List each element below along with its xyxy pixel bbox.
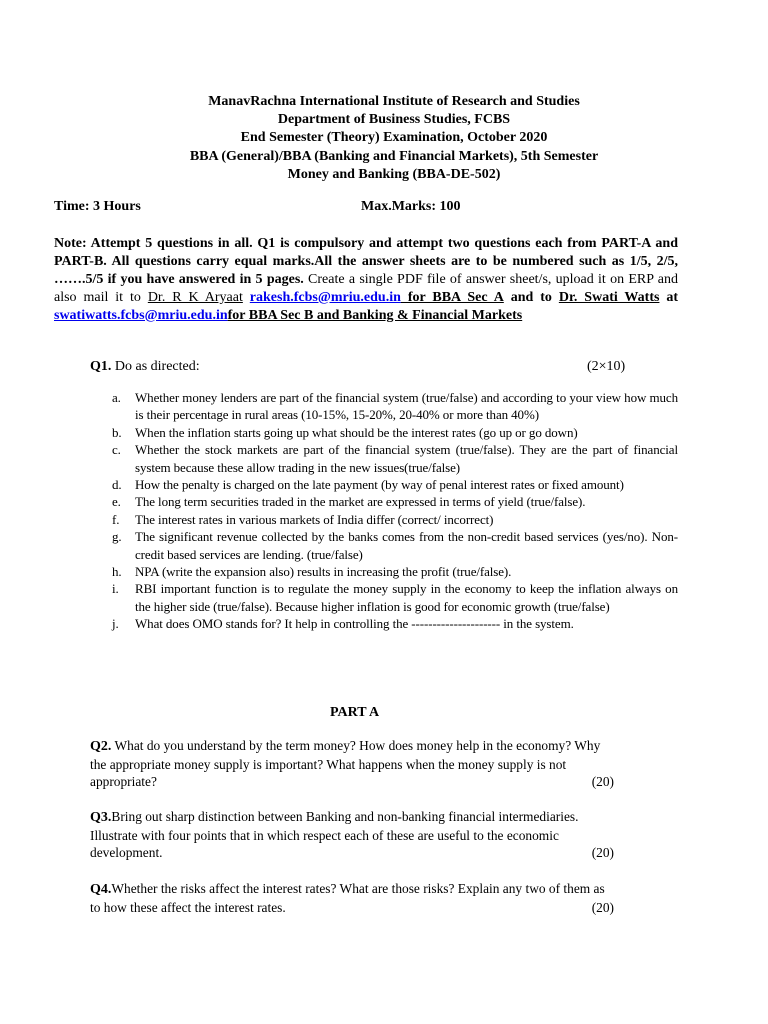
section-b-text: for BBA Sec B and Banking & Financial Markets (227, 307, 523, 323)
instructions-note (54, 235, 678, 325)
question-marks: (20) (591, 899, 614, 915)
question-text: development. (90, 845, 163, 860)
question-text: Bring out sharp distinction between Banking and non-banking financial intermediaries. (111, 809, 579, 824)
question-number: Q3. (90, 810, 112, 825)
item-text: NPA (write the expansion also) results in increasing the profit (true/false). (135, 564, 512, 580)
email-link-2[interactable]: swatiwatts.fcbs@mriu.edu.in (54, 307, 228, 323)
exam-title: End Semester (Theory) Examination, October 2020 (240, 130, 548, 146)
list-item (108, 424, 678, 441)
max-marks: Max.Marks: 100 (361, 199, 461, 214)
note-bold: Note: Attempt 5 questions in all. Q1 is compulsory and attempt two questions each from PART-A and PART-B. All questions carry equal marks.All the answer sheets are to be numbered such as 1/5, 2/5, …….5/5 if you have answered in 5 pages. (54, 236, 678, 287)
at-text: at (659, 289, 679, 305)
question-number: Q1. (90, 359, 112, 374)
faculty-name-2: Dr. Swati Watts (558, 289, 660, 305)
question-number: Q2. (90, 739, 112, 754)
item-label: d. (112, 477, 122, 493)
item-text: The long term securities traded in the market are expressed in terms of yield (true/false). (135, 494, 586, 510)
item-text: How the penalty is charged on the late payment (by way of penal interest rates or fixed amount) (135, 477, 624, 493)
time-allowed: Time: 3 Hours (54, 199, 141, 214)
list-item (108, 563, 678, 580)
part-a-heading: PART A (330, 705, 380, 720)
question-text: to how these affect the interest rates. (90, 899, 286, 915)
question-text: appropriate? (90, 774, 157, 789)
item-label: g. (112, 529, 122, 545)
q1-subquestions (108, 389, 678, 633)
item-label: b. (112, 424, 122, 440)
item-text: The interest rates in various markets of India differ (correct/ incorrect) (135, 511, 494, 527)
item-label: c. (112, 442, 121, 458)
list-item (108, 493, 678, 510)
question-text: What do you understand by the term money? How does money help in the economy? Why (111, 738, 601, 753)
and-to-text: and to (510, 289, 559, 305)
item-text: Whether the stock markets are part of the financial system (true/false). They are the part of financial system because these allow trading in the new issues(true/false) (135, 442, 678, 475)
course-name: Money and Banking (BBA-DE-502) (287, 166, 501, 182)
list-item (108, 476, 678, 493)
question-marks: (20) (591, 845, 614, 860)
item-label: j. (112, 616, 119, 632)
item-label: f. (112, 511, 120, 527)
department-name: Department of Business Studies, FCBS (277, 112, 511, 128)
question-number: Q4. (90, 882, 112, 897)
institute-name: ManavRachna International Institute of Research and Studies (208, 94, 580, 109)
item-label: h. (112, 564, 122, 580)
item-text: Whether money lenders are part of the financial system (true/false) and according to your view how much is their percentage in rural areas (10-15%, 15-20%, 20-40% or more than 40%) (135, 390, 678, 423)
item-label: e. (112, 494, 121, 510)
item-text: RBI important function is to regulate the money supply in the economy to keep the inflation always on the higher side (true/false). Because higher inflation is good for economic growth (true/false) (135, 581, 678, 614)
question-1 (90, 359, 630, 375)
question-2 (90, 737, 680, 791)
faculty-name-1: Dr. R K Aryaat (147, 289, 243, 305)
item-text: When the inflation starts going up what should be the interest rates (go up or go down) (135, 424, 578, 440)
question-text: the appropriate money supply is important? What happens when the money supply is not (90, 756, 567, 772)
list-item (108, 615, 678, 632)
item-label: i. (112, 581, 119, 597)
list-item (108, 580, 678, 615)
item-text: What does OMO stands for? It help in controlling the --------------------- in the system. (135, 616, 574, 632)
program-name: BBA (General)/BBA (Banking and Financial Markets), 5th Semester (189, 148, 599, 164)
item-text: The significant revenue collected by the banks comes from the non-credit based services (yes/no). Non-credit based services are lending. (true/false) (135, 529, 678, 562)
question-marks: (2×10) (587, 359, 626, 374)
question-text: Illustrate with four points that in which respect each of these are useful to the economic (90, 827, 559, 843)
list-item (108, 441, 678, 476)
note-normal: Create a single PDF file of answer sheet/s, upload it on ERP and also mail it to (54, 271, 678, 305)
item-label: a. (112, 390, 121, 405)
section-a-text: for BBA Sec A (400, 289, 504, 305)
list-item (108, 511, 678, 528)
question-text: Do as directed: (114, 359, 200, 374)
question-text: Whether the risks affect the interest rates? What are those risks? Explain any two of them as (111, 881, 605, 896)
email-link-1[interactable]: rakesh.fcbs@mriu.edu.in (249, 289, 401, 305)
list-item (108, 528, 678, 563)
list-item (108, 389, 678, 424)
exam-header (54, 93, 734, 184)
question-3 (90, 808, 680, 862)
question-marks: (20) (591, 774, 614, 789)
question-4 (90, 880, 680, 916)
